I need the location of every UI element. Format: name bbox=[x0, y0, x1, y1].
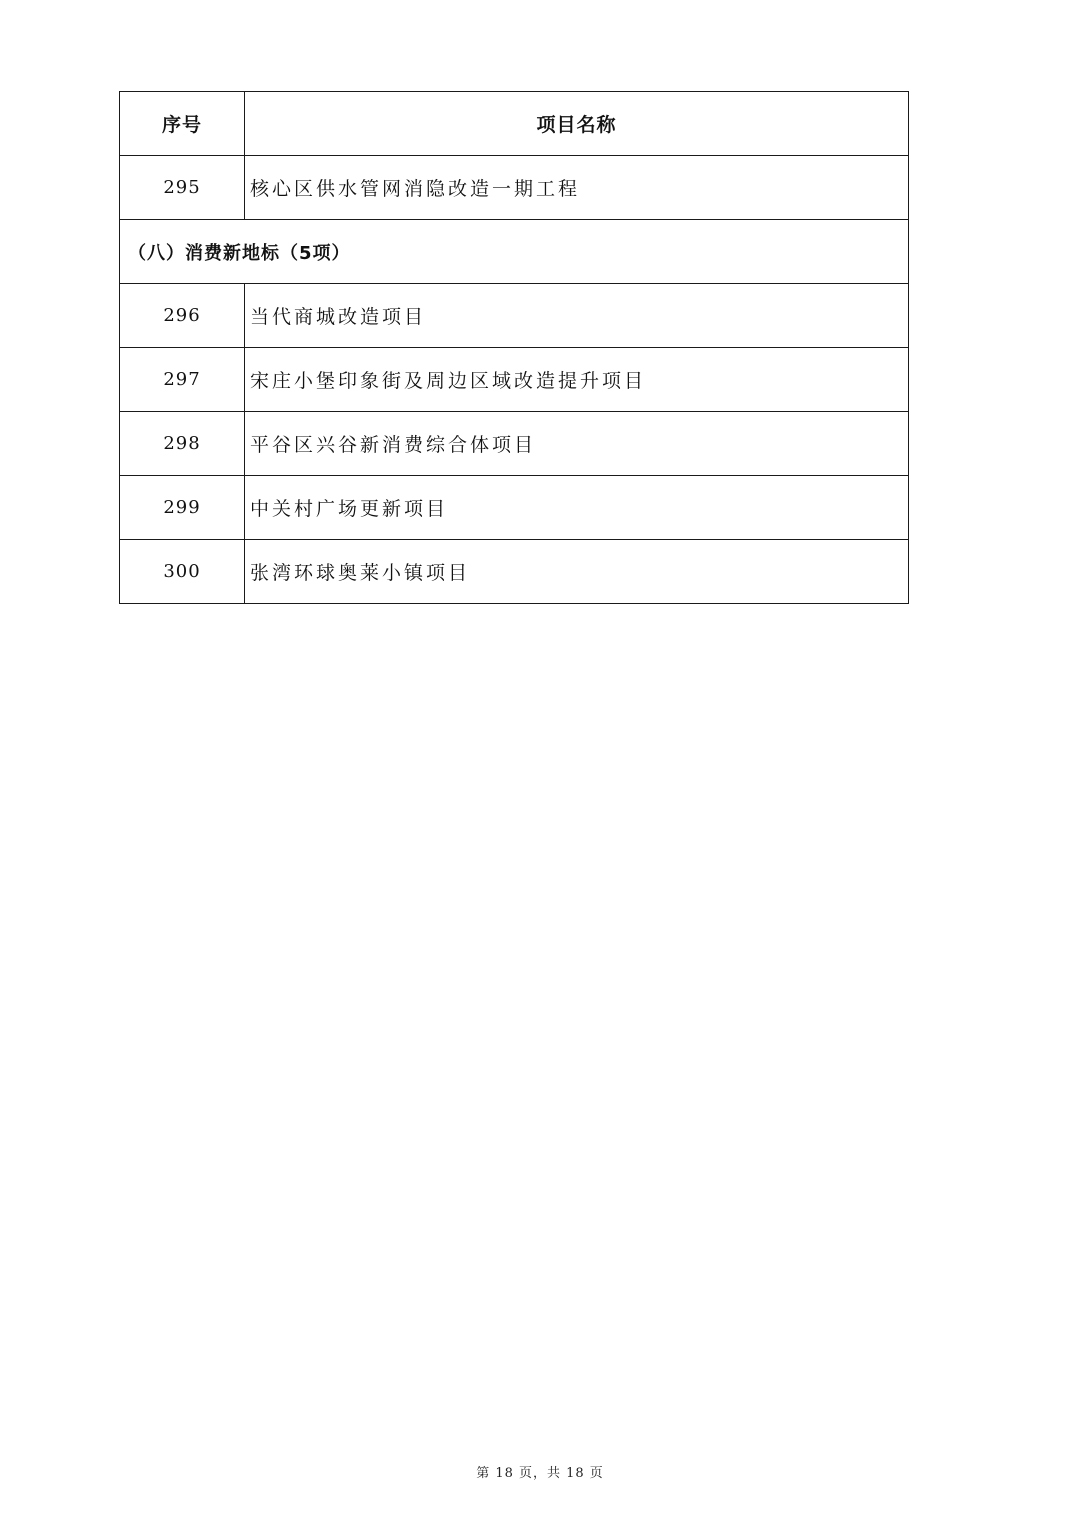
row-no: 300 bbox=[120, 540, 245, 604]
section-title: （八）消费新地标（5项） bbox=[120, 220, 909, 284]
page-footer: 第 18 页，共 18 页 bbox=[476, 1466, 604, 1481]
row-name: 平谷区兴谷新消费综合体项目 bbox=[245, 412, 909, 476]
table-row bbox=[120, 156, 909, 220]
row-name: 当代商城改造项目 bbox=[245, 284, 909, 348]
row-name: 核心区供水管网消隐改造一期工程 bbox=[245, 156, 909, 220]
table-row bbox=[120, 412, 909, 476]
row-name: 宋庄小堡印象街及周边区域改造提升项目 bbox=[245, 348, 909, 412]
table-row bbox=[120, 284, 909, 348]
row-name: 中关村广场更新项目 bbox=[245, 476, 909, 540]
table-row bbox=[120, 476, 909, 540]
header-name: 项目名称 bbox=[245, 92, 909, 156]
header-no: 序号 bbox=[120, 92, 245, 156]
row-no: 298 bbox=[120, 412, 245, 476]
row-no: 297 bbox=[120, 348, 245, 412]
table-row bbox=[120, 540, 909, 604]
row-no: 299 bbox=[120, 476, 245, 540]
table-row bbox=[120, 348, 909, 412]
project-table bbox=[119, 91, 909, 604]
section-row bbox=[120, 220, 909, 284]
row-no: 295 bbox=[120, 156, 245, 220]
table-header-row bbox=[120, 92, 909, 156]
row-name: 张湾环球奥莱小镇项目 bbox=[245, 540, 909, 604]
row-no: 296 bbox=[120, 284, 245, 348]
